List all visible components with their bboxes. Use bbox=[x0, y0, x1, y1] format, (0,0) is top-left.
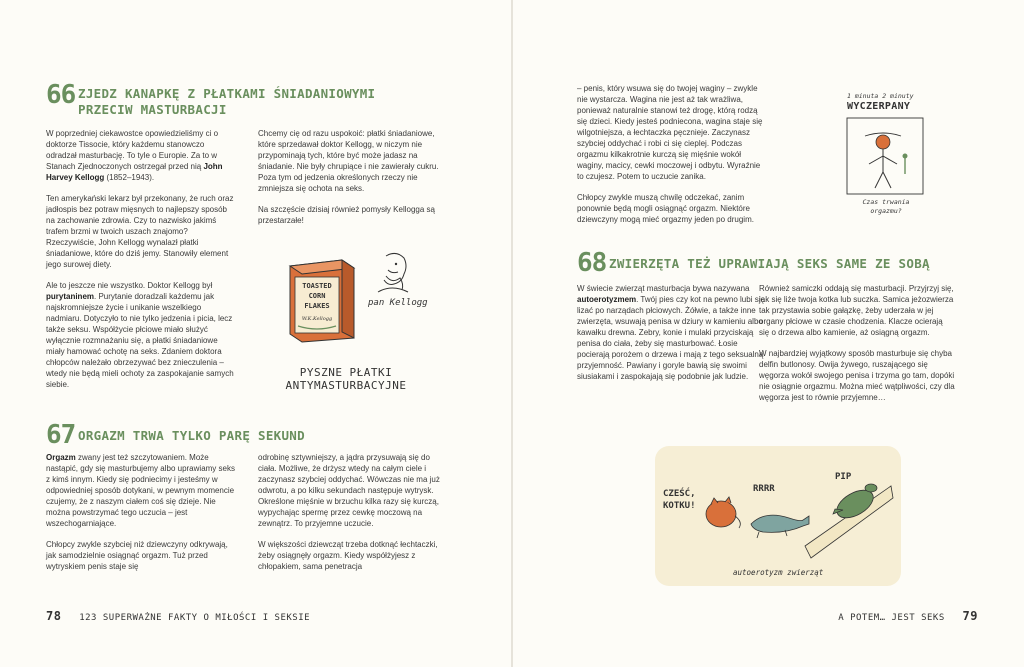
fact-66-column-2 bbox=[258, 128, 448, 236]
paragraph: odrobinę sztywniejszy, a jądra przysuwają się do ciała. Możliwe, że drżysz wtedy na całym ciele i zaczynasz szybciej oddychać. Wówczas nie ma już odwrotu, a po kilku sekundach następuje wytrysk. Określone mięśnie w brzuchu kilka razy się kurczą, wypychając spermę przez cewkę moczową na zewnątrz. To przyjemne uczucie. bbox=[258, 453, 440, 528]
term-autoeroticism: autoerotyzmem bbox=[577, 295, 637, 304]
animals-sketch bbox=[655, 446, 901, 586]
paragraph: Również samiczki oddają się masturbacji. Przyjrzyj się, jak się liże twoja kotka lub suczka. Samica jeżozwierza tak przystawia sobie gałązkę, żeby uderzała w jej organy płciowe w czasie chodzenia. Klacze ocierają się o drzewa albo kamienie, aż osiągną orgazm. bbox=[759, 284, 954, 337]
page-number: 79 bbox=[962, 609, 978, 623]
paragraph: Ten amerykański lekarz był przekonany, że ruch oraz jadłospis bez potraw mięsnych to najlepszy sposób na zachowanie zdrowia. Czy to nazwisko jakimś trafem brzmi w twoich uszach znajomo? Rzeczywiście, John Kellogg wynalazł płatki śniadaniowe, które do dziś jemy. Stanowiły element jego surowej diety. bbox=[46, 194, 234, 269]
paragraph: Ale to jeszcze nie wszystko. Doktor Kellogg był purytaninem. Purytanie doradzali każdemu jak najskromniejsze życie i unikanie wszelkiego nadmiaru. Dotyczyło to nie tylko jedzenia i picia, lecz także seksu. Współżycie płciowe miało służyć wyłącznie rozmnażaniu się, a płatki śniadaniowe miały hamować ochotę na seks. Zdaniem doktora chłopców należało obrzezywać bez znieczulenia – wtedy nie będą mieli ochoty za zaspokajanie samych siebie. bbox=[46, 281, 234, 389]
sketch-title: WYCZERPANY bbox=[847, 101, 911, 112]
paragraph: Chłopcy zwykle muszą chwilę odczekać, zanim ponownie będą mogli osiągnąć orgazm. Niektóre dziewczyny mogą mieć orgazmy jeden po drugim. bbox=[577, 193, 754, 224]
box-text: TOASTED bbox=[302, 282, 332, 290]
corn-flakes-box-illustration bbox=[284, 252, 360, 344]
exhausted-figure-sketch bbox=[845, 116, 925, 196]
growl-sound: RRRR bbox=[753, 484, 775, 494]
box-text: CORN bbox=[308, 292, 326, 300]
pip-sound: PIP bbox=[835, 472, 852, 482]
page-number: 78 bbox=[46, 609, 62, 623]
left-footer bbox=[46, 609, 310, 623]
fact-67-column-2 bbox=[258, 452, 448, 582]
sketch-time-labels: 1 minuta 2 minuty bbox=[847, 92, 914, 100]
sketch-caption: Czas trwania orgazmu? bbox=[862, 198, 910, 215]
paragraph: W najbardziej wyjątkowy sposób masturbuje się chyba delfin butlonosy. Owija żywego, ruszającego się węgorza wokół swojego penisa i trzyma go tam, dopóki nie osiągnie orgazmu. Można mieć wątpliwości, czy dla węgorza jest to równie przyjemne… bbox=[759, 349, 955, 402]
box-text: FLAKES bbox=[304, 302, 330, 310]
paragraph: Chłopcy zwykle szybciej niż dziewczyny odkrywają, jak samodzielnie osiągnąć orgazm. Tuż przed wytryskiem penis staje się bbox=[46, 540, 228, 571]
animals-caption: autoerotyzm zwierząt bbox=[733, 568, 824, 577]
fact-68-column-1 bbox=[577, 283, 767, 392]
paragraph: – penis, który wsuwa się do twojej waginy – zwykle nie wystarcza. Wagina nie jest aż tak wrażliwa, ponieważ naturalnie stanowi też drogę, którą rodzą się dzieci. Kiedy jesteś podniecona, wagina staje się wilgotniejsza, a łechtaczka pęcznieje. Zaczynasz szybciej oddychać i robi ci się cieplej. Podczas orgazmu kilkakrotnie kurczą się mięśnie wokół waginy, macicy, cewki moczowej i odbytu. Wyraźnie to czujesz. Potem to uczucie zanika. bbox=[577, 84, 763, 181]
right-page bbox=[513, 0, 1024, 667]
fact-66-column-1 bbox=[46, 128, 236, 400]
fact-67-continuation bbox=[577, 83, 767, 235]
fact-67-column-1 bbox=[46, 452, 236, 582]
paragraph: Na szczęście dzisiaj również pomysły Kellogga są przestarzałe! bbox=[258, 205, 435, 225]
fact-68-column-2 bbox=[759, 283, 955, 413]
paragraph: W poprzedniej ciekawostce opowiedzieliśmy ci o doktorze Tissocie, który każdemu stanowczo odradzał masturbację. To tyle o Europie. Za to w Stanach Zjednoczonych ostrzegał przed nią John Harvey Kellogg (1852–1943). bbox=[46, 129, 223, 182]
paragraph: Orgazm zwany jest też szczytowaniem. Może nastąpić, gdy się masturbujemy albo uprawiamy seks z kimś innym. Kiedy się podniecimy i jesteśmy w odpowiedniej sposób dotykani, w pewnym momencie czujemy, że z naszym ciałem coś się dzieje. Nie można powstrzymać tego uczucia – jest wszechogarniające. bbox=[46, 453, 235, 528]
fact-68-title: ZWIERZĘTA TEŻ UPRAWIAJĄ SEKS SAME ZE SOBĄ bbox=[609, 256, 930, 271]
left-page bbox=[0, 0, 511, 667]
term-orgasm: Orgazm bbox=[46, 453, 76, 462]
box-signature: W.K.Kellogg bbox=[301, 316, 333, 322]
kellogg-portrait-sketch bbox=[366, 248, 416, 298]
animal-illustration-panel bbox=[655, 446, 901, 586]
kellogg-label: pan Kellogg bbox=[368, 298, 428, 308]
fact-67-title: ORGAZM TRWA TYLKO PARĘ SEKUND bbox=[78, 428, 305, 443]
running-title: A POTEM… JEST SEKS bbox=[838, 613, 945, 623]
book-title: 123 SUPERWAŻNE FAKTY O MIŁOŚCI I SEKSIE bbox=[79, 613, 311, 623]
kellogg-name: John Harvey Kellogg bbox=[46, 162, 223, 182]
cat-speech: CZEŚĆ, KOTKU! bbox=[663, 489, 696, 511]
cereal-caption: PYSZNE PŁATKI ANTYMASTURBACYJNE bbox=[285, 366, 407, 392]
fact-66-number: 66 bbox=[46, 80, 76, 110]
fact-67-number: 67 bbox=[46, 420, 76, 450]
paragraph: Chcemy cię od razu uspokoić: płatki śniadaniowe, które sprzedawał doktor Kellogg, w niczym nie przypominają tych, które być może jadasz na śniadanie. Nie były chrupiące i nie zawierały cukru. Poza tym od jedzenia określonych rzeczy nie zmniejsza się ochota na seks. bbox=[258, 129, 439, 193]
fact-66-title: ZJEDZ KANAPKĘ Z PŁATKAMI ŚNIADANIOWYMI PRZECIW MASTURBACJI bbox=[78, 86, 376, 117]
paragraph: W świecie zwierząt masturbacja bywa nazywana autoerotyzmem. Twój pies czy kot na pewno lubi się lizać po narządach płciowych. Żółwie, a także inne zwierzęta, wsuwają penisa w dziury w kamieniu albo kawałku drewna. Zebry, konie i mulaki przyciskają penisa do ciała, żeby się masturbować. Łosie pocierają porożem o drzewa i mają z tego seksualną przyjemność. Pawiany i goryle bawią się swoimi siusiakami i zaspokajają się podobnie jak ludzie. bbox=[577, 284, 765, 381]
right-footer bbox=[838, 609, 978, 623]
term-puritan: purytaninem bbox=[46, 292, 95, 301]
paragraph: W większości dziewcząt trzeba dotknąć łechtaczki, żeby osiągnęły orgazm. Kiedy współżyjesz z chłopakiem, sama penetracja bbox=[258, 540, 438, 571]
fact-68-number: 68 bbox=[577, 248, 607, 278]
